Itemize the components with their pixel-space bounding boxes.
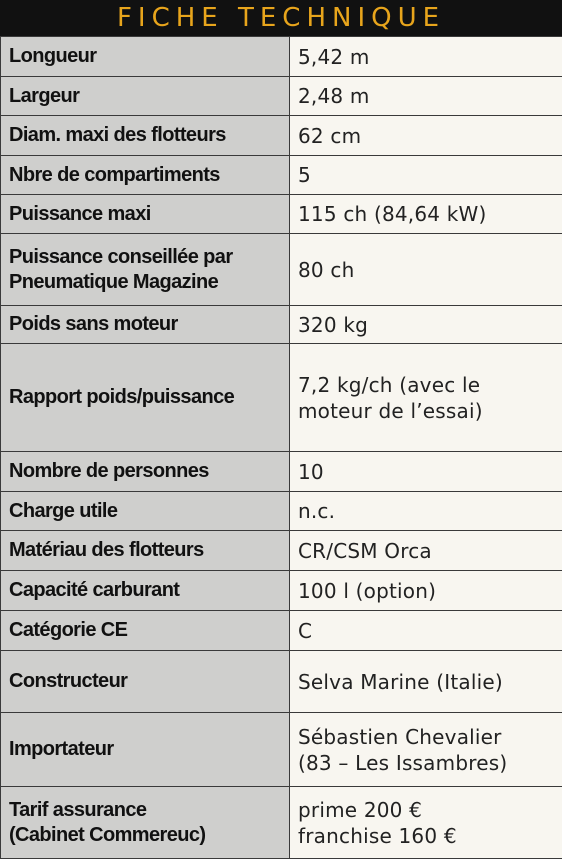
spec-value: Sébastien Chevalier (83 – Les Issambres) — [290, 713, 562, 787]
table-row — [1, 195, 562, 234]
spec-label: Capacité carburant — [1, 571, 290, 611]
spec-value: CR/CSM Orca — [290, 531, 562, 571]
spec-label: Poids sans moteur — [1, 306, 290, 344]
spec-label: Charge utile — [1, 492, 290, 531]
spec-value: 5,42 m — [290, 37, 562, 77]
spec-value: 10 — [290, 452, 562, 492]
spec-label: Diam. maxi des flotteurs — [1, 116, 290, 156]
spec-label: Puissance conseillée par Pneumatique Magazine — [1, 234, 290, 306]
spec-value: n.c. — [290, 492, 562, 531]
table-row — [1, 234, 562, 306]
table-row — [1, 787, 562, 859]
spec-label: Constructeur — [1, 651, 290, 713]
table-row — [1, 344, 562, 452]
table-row — [1, 306, 562, 344]
spec-value: prime 200 € franchise 160 € — [290, 787, 562, 859]
spec-label: Nbre de compartiments — [1, 156, 290, 195]
spec-label: Longueur — [1, 37, 290, 77]
spec-value: 80 ch — [290, 234, 562, 306]
spec-label: Tarif assurance (Cabinet Commereuc) — [1, 787, 290, 859]
spec-value: 2,48 m — [290, 77, 562, 116]
table-row — [1, 452, 562, 492]
sheet-title: FICHE TECHNIQUE — [117, 0, 445, 36]
title-bar — [0, 0, 562, 36]
table-row — [1, 116, 562, 156]
spec-label: Rapport poids/puissance — [1, 344, 290, 452]
spec-label: Nombre de personnes — [1, 452, 290, 492]
table-row — [1, 37, 562, 77]
spec-value: 7,2 kg/ch (avec le moteur de l’essai) — [290, 344, 562, 452]
spec-value: 100 l (option) — [290, 571, 562, 611]
spec-value: C — [290, 611, 562, 651]
spec-value: 320 kg — [290, 306, 562, 344]
table-row — [1, 571, 562, 611]
table-row — [1, 492, 562, 531]
spec-table — [0, 36, 562, 859]
spec-value: 5 — [290, 156, 562, 195]
table-row — [1, 156, 562, 195]
spec-value: 115 ch (84,64 kW) — [290, 195, 562, 234]
spec-label: Importateur — [1, 713, 290, 787]
spec-label: Catégorie CE — [1, 611, 290, 651]
spec-label: Matériau des flotteurs — [1, 531, 290, 571]
table-row — [1, 713, 562, 787]
spec-label: Largeur — [1, 77, 290, 116]
table-row — [1, 611, 562, 651]
spec-label: Puissance maxi — [1, 195, 290, 234]
table-row — [1, 531, 562, 571]
spec-value: 62 cm — [290, 116, 562, 156]
table-row — [1, 77, 562, 116]
table-row — [1, 651, 562, 713]
spec-value: Selva Marine (Italie) — [290, 651, 562, 713]
